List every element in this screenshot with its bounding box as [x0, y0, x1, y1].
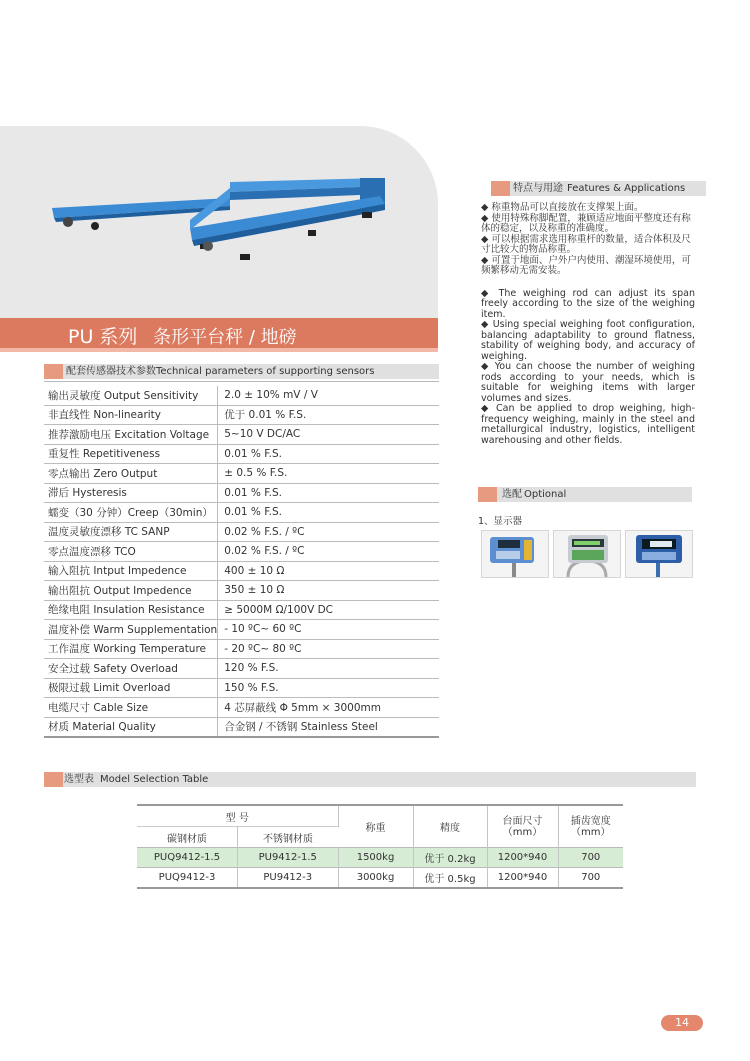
feature-bullet: ◆ 使用特殊称脚配置，兼顾适应地面平整度还有称体的稳定，以及称重的准确度。 — [481, 212, 691, 234]
cell-stainless: PU9412-3 — [238, 868, 339, 889]
param-value: 2.0 ± 10% mV / V — [218, 386, 439, 405]
param-value: 0.01 % F.S. — [218, 483, 439, 503]
param-value: - 10 ºC~ 60 ºC — [218, 620, 439, 640]
models-label-en: Model Selection Table — [100, 774, 209, 785]
optional-item-display: 1、显示器 — [478, 516, 523, 527]
feature-bullet: ◆ Can be applied to drop weighing, high-frequency weighing, mainly in the steel and metallurgical industry, logistics, intelligent warehousing and other fields. — [481, 403, 695, 446]
table-row — [137, 848, 623, 868]
param-row — [44, 561, 439, 581]
cell-fork: 700 — [558, 848, 623, 868]
feature-bullet: ◆ Using special weighing foot configuration, balancing adaptability to ground flatness, stability of weighing body, and accuracy of weighing. — [481, 319, 695, 362]
params-label-en: Technical parameters of supporting sensors — [156, 366, 375, 377]
col-carbon: 碳钢材质 — [137, 827, 238, 848]
col-stainless: 不锈钢材质 — [238, 827, 339, 848]
param-name: 材质 Material Quality — [44, 717, 218, 737]
params-table — [44, 386, 439, 738]
col-capacity: 称重 — [338, 805, 413, 848]
feature-bullet: ◆ 称重物品可以直接放在支撑架上面。 — [481, 202, 644, 213]
display-image-2 — [553, 530, 621, 578]
param-name: 安全过载 Safety Overload — [44, 659, 218, 679]
param-row — [44, 405, 439, 425]
param-value: 0.01 % F.S. — [218, 503, 439, 523]
col-platform — [487, 805, 558, 848]
cell-platform: 1200*940 — [487, 848, 558, 868]
param-row — [44, 620, 439, 640]
series-name: PU 系列 — [68, 326, 138, 348]
param-name: 输入阻抗 Intput Impedence — [44, 561, 218, 581]
col-platform-line1: 台面尺寸 — [502, 815, 543, 827]
col-fork-line2: （mm） — [571, 826, 611, 838]
param-row — [44, 425, 439, 445]
cell-stainless: PU9412-1.5 — [238, 848, 339, 868]
col-fork — [558, 805, 623, 848]
pu-scale-illustration — [40, 168, 400, 268]
param-row — [44, 600, 439, 620]
param-value: 0.02 % F.S. / ºC — [218, 522, 439, 542]
cell-accuracy: 优于 0.2kg — [413, 848, 487, 868]
param-value: - 20 ºC~ 80 ºC — [218, 639, 439, 659]
models-label-cn: 选型表 — [64, 774, 94, 785]
feature-bullet: ◆ 可以根据需求选用称重杆的数量，适合体积及尺寸比较大的物品称重。 — [481, 233, 691, 255]
optional-section-header — [478, 487, 692, 502]
param-row — [44, 464, 439, 484]
param-row — [44, 581, 439, 601]
param-value: 合金钢 / 不锈钢 Stainless Steel — [218, 717, 439, 737]
param-name: 非直线性 Non-linearity — [44, 405, 218, 425]
display-image-1 — [481, 530, 549, 578]
params-label-cn: 配套传感器技术参数 — [66, 366, 156, 377]
cell-capacity: 3000kg — [338, 868, 413, 889]
param-name: 工作温度 Working Temperature — [44, 639, 218, 659]
param-name: 极限过载 Limit Overload — [44, 678, 218, 698]
param-value: 120 % F.S. — [218, 659, 439, 679]
param-value: 5~10 V DC/AC — [218, 425, 439, 445]
param-row — [44, 717, 439, 737]
param-row — [44, 698, 439, 718]
param-name: 零点温度漂移 TCO — [44, 542, 218, 562]
param-value: 0.01 % F.S. — [218, 444, 439, 464]
param-row — [44, 639, 439, 659]
param-row — [44, 659, 439, 679]
cell-capacity: 1500kg — [338, 848, 413, 868]
param-value: ± 0.5 % F.S. — [218, 464, 439, 484]
param-row — [44, 503, 439, 523]
feature-bullet: ◆ The weighing rod can adjust its span freely according to the size of the weighing item. — [481, 287, 695, 320]
col-fork-line1: 插齿宽度 — [570, 815, 611, 827]
param-name: 推荐激励电压 Excitation Voltage — [44, 425, 218, 445]
param-name: 绝缘电阻 Insulation Resistance — [44, 600, 218, 620]
param-row — [44, 678, 439, 698]
optional-label-cn: 选配 — [502, 489, 522, 500]
param-name: 输出灵敏度 Output Sensitivity — [44, 386, 218, 405]
page-title — [68, 322, 297, 349]
table-row — [137, 868, 623, 889]
page-number: 14 — [661, 1015, 703, 1031]
param-row — [44, 386, 439, 405]
model-table — [137, 804, 623, 889]
feature-bullet: ◆ 可置于地面、户外户内使用、潮湿环境使用，可频繁移动无需安装。 — [481, 254, 691, 276]
cell-carbon: PUQ9412-1.5 — [137, 848, 238, 868]
param-value: 4 芯屏蔽线 Φ 5mm × 3000mm — [218, 698, 439, 718]
param-row — [44, 522, 439, 542]
feature-bullet: ◆ You can choose the number of weighing rods according to your needs, which is suitable for weighing items with larger volumes and sizes. — [481, 361, 695, 404]
param-name: 温度补偿 Warm Supplementation — [44, 620, 218, 640]
features-section-header — [491, 181, 706, 196]
cell-fork: 700 — [581, 872, 601, 883]
param-name: 零点输出 Zero Output — [44, 464, 218, 484]
param-name: 电缆尺寸 Cable Size — [44, 698, 218, 718]
features-label-cn: 特点与用途 — [513, 183, 563, 194]
col-accuracy: 精度 — [413, 805, 487, 848]
features-text — [481, 203, 695, 446]
param-row — [44, 542, 439, 562]
param-name: 温度灵敏度漂移 TC SANP — [44, 522, 218, 542]
param-name: 输出阻抗 Output Impedence — [44, 581, 218, 601]
param-name: 重复性 Repetitiveness — [44, 444, 218, 464]
features-label-en: Features & Applications — [567, 183, 686, 194]
cell-accuracy: 优于 0.5kg — [413, 868, 487, 889]
param-name: 蠕变（30 分钟）Creep（30min） — [44, 503, 218, 523]
param-row — [44, 444, 439, 464]
param-value: 150 % F.S. — [218, 678, 439, 698]
product-name: 条形平台秤 / 地磅 — [153, 327, 297, 348]
params-section-header — [44, 364, 439, 379]
param-value: 350 ± 10 Ω — [218, 581, 439, 601]
col-platform-line2: （mm） — [502, 826, 543, 838]
cell-carbon: PUQ9412-3 — [137, 868, 238, 889]
param-value: ≥ 5000M Ω/100V DC — [218, 600, 439, 620]
models-section-header — [44, 772, 696, 787]
cell-platform: 1200*940 — [487, 868, 558, 889]
param-value: 优于 0.01 % F.S. — [218, 405, 439, 425]
display-image-3 — [625, 530, 693, 578]
param-row — [44, 483, 439, 503]
col-model: 型 号 — [137, 805, 338, 827]
param-value: 400 ± 10 Ω — [218, 561, 439, 581]
optional-label-en: Optional — [524, 489, 567, 500]
param-name: 滞后 Hysteresis — [44, 483, 218, 503]
param-value: 0.02 % F.S. / ºC — [218, 542, 439, 562]
